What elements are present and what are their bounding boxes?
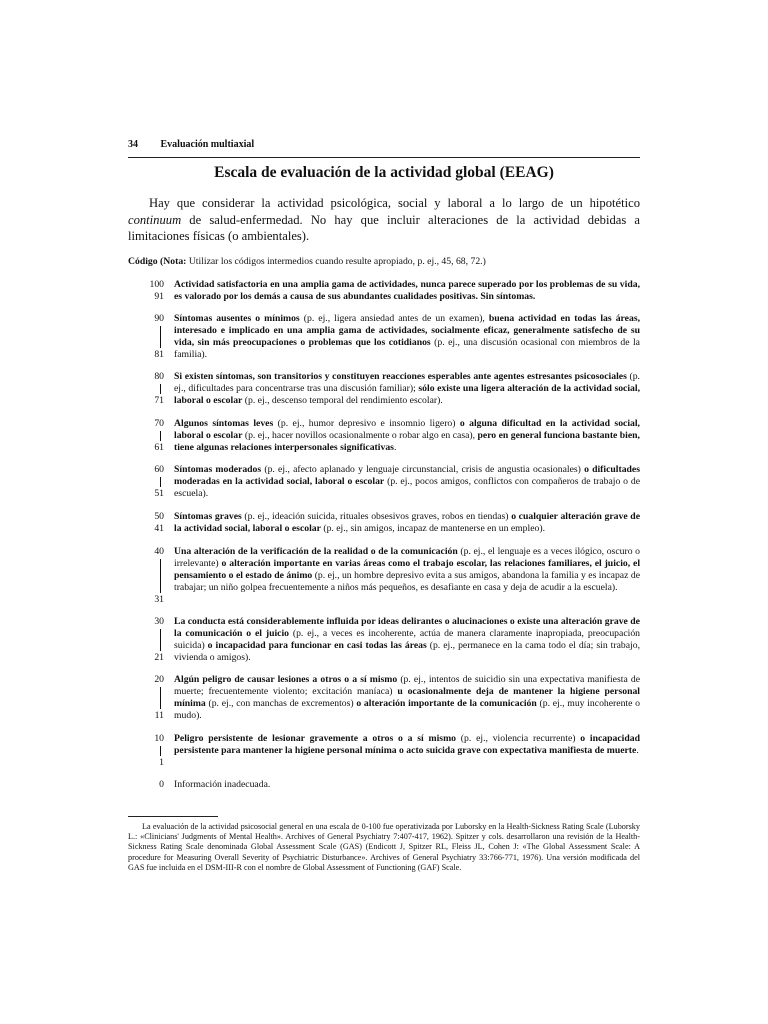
scale-entry: [128, 371, 640, 407]
example-text: Información inadecuada.: [174, 779, 271, 790]
page-title: Escala de evaluación de la actividad global (EEAG): [214, 164, 554, 181]
example-text: (p. ej., afecto aplanado y lenguaje circunstancial, crisis de angustia ocasionales): [261, 464, 585, 475]
range-bar: [160, 559, 161, 593]
code-note: [128, 256, 640, 267]
score-range: [128, 313, 164, 361]
range-bar: [160, 326, 161, 348]
example-text: (p. ej., descenso temporal del rendimiento escolar).: [242, 395, 443, 407]
running-head: [128, 139, 640, 150]
code-note-text: Utilizar los códigos intermedios cuando resulte apropiado, p. ej., 45, 68, 72.): [186, 256, 486, 267]
scale-entry: [128, 464, 640, 500]
score-high: 30: [154, 616, 164, 627]
score-range: [128, 733, 164, 769]
bold-criterion: Síntomas graves: [174, 511, 242, 522]
range-bar: [160, 687, 161, 709]
score-low: 91: [154, 291, 164, 302]
score-low: 81: [154, 349, 164, 360]
range-bar: [160, 629, 161, 651]
score-description: [174, 464, 640, 500]
example-text: .: [636, 745, 639, 757]
example-text: (p. ej., intentos de suicidio sin una expectativa manifiesta de muerte; frecuentemente violento; excitación maníaca): [174, 674, 640, 698]
score-high: 50: [154, 511, 164, 522]
example-text: (p. ej., humor depresivo e insomnio ligero): [273, 418, 460, 429]
bold-criterion: Una alteración de la verificación de la realidad o de la comunicación: [174, 546, 458, 557]
footnote-rule: [128, 816, 218, 817]
score-low: 31: [154, 594, 164, 605]
score-low: 51: [154, 488, 164, 499]
score-range: [128, 674, 164, 722]
bold-criterion: o cualquier alteración grave de la actividad social, laboral o escolar: [174, 511, 640, 535]
bold-criterion: Peligro persistente de lesionar gravemente a otros o a sí mismo: [174, 733, 456, 744]
score-high: 0: [159, 779, 164, 790]
example-text: (p. ej., a veces es incoherente, actúa de manera claramente inapropiada, preocupación suicida): [174, 628, 641, 652]
example-text: (p. ej., pocos amigos, conflictos con compañeros de trabajo o de escuela).: [174, 476, 640, 500]
bold-criterion: Algunos síntomas leves: [174, 418, 274, 429]
example-text: (p. ej., ligera ansiedad antes de un examen),: [299, 313, 489, 324]
score-high: 60: [154, 464, 164, 475]
range-bar: [160, 746, 161, 756]
score-range: [128, 616, 164, 664]
example-text: (p. ej., violencia recurrente): [456, 733, 581, 744]
bold-criterion: o alteración importante de la comunicación: [356, 698, 537, 710]
bold-criterion: o incapacidad persistente para mantener la higiene personal mínima o acto suicida grave con expectativa manifiesta de muerte: [174, 733, 640, 757]
range-bar: [160, 477, 161, 487]
score-description: [174, 616, 640, 664]
range-bar: [160, 431, 161, 441]
score-description: [174, 371, 640, 407]
scale-entry: [128, 279, 640, 303]
bold-criterion: Algún peligro de causar lesiones a otros o a sí mismo: [174, 674, 398, 685]
scale-entry: [128, 616, 640, 664]
example-text: (p. ej., ideación suicida, rituales obsesivos graves, robos en tiendas): [241, 511, 512, 522]
scale-entry: [128, 313, 640, 361]
scale-entry: [128, 779, 640, 791]
score-low: 11: [154, 710, 164, 721]
score-low: 61: [154, 442, 164, 453]
scale-entry: [128, 674, 640, 722]
bold-criterion: o alguna dificultad en la actividad social, laboral o escolar: [174, 418, 640, 442]
bold-criterion: Síntomas moderados: [174, 464, 262, 475]
range-bar: [160, 384, 161, 394]
example-text: (p. ej., con manchas de excrementos): [205, 698, 357, 710]
bold-criterion: pero en general funciona bastante bien, tiene algunas relaciones interpersonales significativas: [174, 430, 640, 454]
score-range: [128, 779, 164, 791]
example-text: (p. ej., dificultades para concentrarse tras una discusión familiar);: [174, 371, 640, 395]
score-low: 71: [154, 395, 164, 406]
intro-paragraph: [128, 195, 640, 245]
score-range: [128, 279, 164, 303]
score-range: [128, 371, 164, 407]
example-text: (p. ej., el lenguaje es a veces ilógico, oscuro o irrelevante): [174, 546, 641, 570]
score-description: [174, 674, 640, 722]
bold-criterion: o alteración importante en varias áreas como el trabajo escolar, las relaciones familiares, el juicio, el pensamiento o el estado de ánimo: [174, 558, 641, 582]
score-description: [174, 279, 640, 303]
bold-criterion: o dificultades moderadas en la actividad social, laboral o escolar: [174, 464, 641, 488]
scale-entry: [128, 511, 640, 535]
score-low: 1: [159, 757, 164, 768]
bold-criterion: buena actividad en todas las áreas, interesado e implicado en una amplia gama de actividades, socialmente eficaz, generalmente satisfecho de su vida, sin más preocupaciones o problemas que los cotidianos: [174, 313, 641, 349]
score-description: [174, 779, 640, 791]
score-high: 10: [154, 733, 164, 744]
score-description: [174, 313, 640, 361]
header-rule: [128, 157, 640, 158]
bold-criterion: o incapacidad para funcionar en casi todas las áreas: [207, 640, 427, 652]
score-low: 41: [154, 523, 164, 534]
example-text: (p. ej., permanece en la cama todo el día; sin trabajo, vivienda o amigos).: [174, 640, 640, 664]
example-text: (p. ej., muy incoherente o mudo).: [174, 698, 640, 722]
bold-criterion: Si existen síntomas, son transitorios y constituyen reacciones esperables ante agentes estresantes psicosociales: [174, 371, 627, 382]
score-high: 100: [149, 279, 164, 290]
bold-criterion: La conducta está considerablemente influida por ideas delirantes o alucinaciones o existe una alteración grave de la comunicación o el juicio: [174, 616, 640, 640]
example-text: (p. ej., un hombre depresivo evita a sus amigos, abandona la familia y es incapaz de trabajar; un niño golpea frecuentemente a niños más pequeños, es desafiante en casa y deja de acudir a la escuela).: [174, 570, 640, 594]
score-high: 70: [154, 418, 164, 429]
code-note-label: Código (Nota:: [128, 256, 187, 267]
footnote: [128, 822, 640, 873]
bold-criterion: Actividad satisfactoria en una amplia gama de actividades, nunca parece superado por los problemas de su vida, es valorado por los demás a causa de sus abundantes cualidades positivas. Sin síntomas.: [174, 279, 640, 303]
example-text: (p. ej., una discusión ocasional con miembros de la familia).: [174, 337, 640, 361]
score-range: [128, 546, 164, 606]
bold-criterion: sólo existe una ligera alteración de la actividad social, laboral o escolar: [174, 383, 641, 407]
example-text: .: [393, 442, 397, 454]
score-high: 40: [154, 546, 164, 557]
intro-italic: continuum: [128, 212, 182, 227]
score-high: 90: [154, 313, 164, 324]
page-number: 34: [128, 139, 138, 150]
bold-criterion: u ocasionalmente deja de mantener la higiene personal mínima: [174, 686, 640, 710]
intro-text-2: de salud-enfermedad. No hay que incluir alteraciones de la actividad debidas a limitaciones físicas (o ambientales).: [128, 212, 640, 244]
score-high: 80: [154, 371, 164, 382]
score-description: [174, 418, 640, 454]
intro-text-1: Hay que considerar la actividad psicológica, social y laboral a lo largo de un hipotético: [149, 196, 640, 210]
score-description: [174, 733, 640, 757]
score-description: [174, 511, 640, 535]
score-low: 21: [154, 652, 164, 663]
score-description: [174, 546, 640, 594]
bold-criterion: Síntomas ausentes o mínimos: [174, 313, 300, 324]
scale-entry: [128, 733, 640, 769]
scale-entry: [128, 418, 640, 454]
score-high: 20: [154, 674, 164, 685]
score-range: [128, 464, 164, 500]
score-range: [128, 418, 164, 454]
example-text: (p. ej., hacer novillos ocasionalmente o robar algo en casa),: [242, 430, 478, 442]
section-title: Evaluación multiaxial: [160, 139, 255, 150]
scale-entry: [128, 546, 640, 606]
example-text: (p. ej., sin amigos, incapaz de mantenerse en un empleo).: [320, 523, 546, 535]
footnote-text: La evaluación de la actividad psicosocial general en una escala de 0-100 fue operativizada por Luborsky en la Health-Sickness Rating Scale (Luborsky L.: «Clinicians' Judgments of Mental Health». Archives of General Psychiatry 7:407-417, 1962). Spitzer y cols. desarrollaron una revisión de la Health-Sickness Rating Scale denominada Global Assessment Scale (GAS) (Endicott J, Spitzer RL, Fleiss JL, Cohen J: «The Global Assessment Scale: A procedure for Measuring Overall Severity of Psychiatric Disturbance». Archives of General Psychiatry 33:766-771, 1976). Una versión modificada del GAS fue incluida en el DSM-III-R con el nombre de Global Assessment of Functioning (GAF) Scale.: [128, 822, 640, 872]
score-range: [128, 511, 164, 535]
